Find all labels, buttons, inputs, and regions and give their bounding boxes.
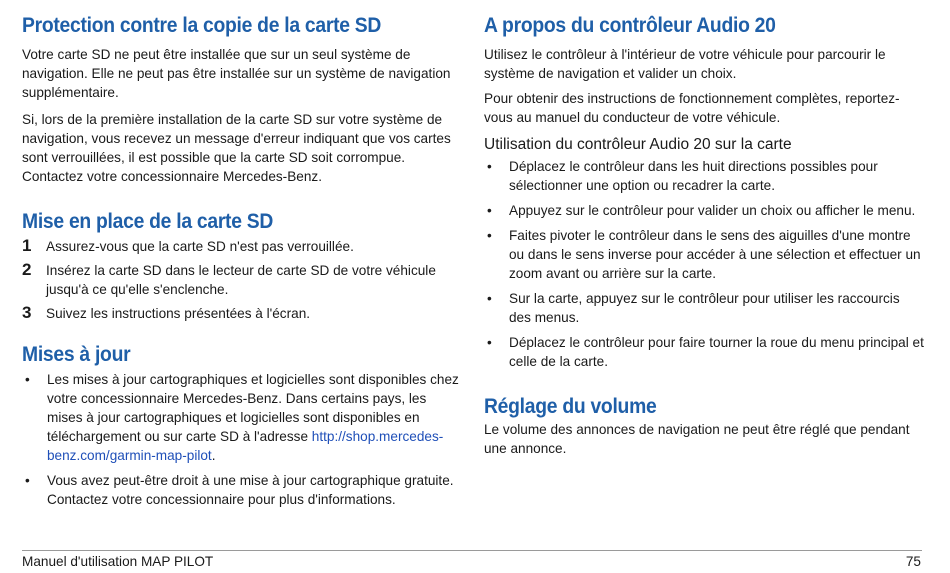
free-update-text: Vous avez peut-être droit à une mise à jour cartographique gratuite. Contactez votre concessionnaire pour plus d'informations. — [47, 473, 454, 507]
footer-divider — [22, 550, 922, 551]
list-item-text: Déplacez le contrôleur pour faire tourner la roue du menu principal et celle de la carte. — [509, 335, 924, 369]
list-item-text: Sur la carte, appuyez sur le contrôleur pour utiliser les raccourcis des menus. — [509, 291, 900, 325]
step-number: 1 — [22, 236, 32, 255]
paragraph-volume-info: Le volume des annonces de navigation ne peut être réglé que pendant une annonce. — [484, 422, 910, 456]
step-item — [22, 261, 460, 299]
sentence-end: . — [211, 448, 216, 463]
paragraph-sd-single-system: Votre carte SD ne peut être installée que sur un seul système de navigation. Elle ne peut pas être installée sur un système de navigation supplémentaire. — [22, 47, 451, 100]
bullet-marker: • — [25, 473, 30, 488]
footer-manual-title: Manuel d'utilisation MAP PILOT — [22, 554, 214, 569]
step-item — [22, 304, 460, 323]
list-item-text: Faites pivoter le contrôleur dans le sens des aiguilles d'une montre ou dans le sens inverse pour accéder à une sélection et effectuer un zoom avant ou arrière sur la carte. — [509, 228, 921, 281]
bullet-marker: • — [25, 372, 30, 387]
heading-volume-setting: Réglage du volume — [484, 395, 657, 418]
bullet-marker: • — [487, 335, 492, 350]
list-item — [484, 157, 924, 195]
list-item-text: Déplacez le contrôleur dans les huit directions possibles pour sélectionner une option ou recadrer la carte. — [509, 159, 878, 193]
heading-insert-sd-card: Mise en place de la carte SD — [22, 210, 274, 233]
right-column — [484, 12, 924, 458]
left-column — [22, 12, 460, 515]
bullet-marker: • — [487, 203, 492, 218]
heading-sd-copy-protection: Protection contre la copie de la carte SD — [22, 14, 382, 37]
paragraph-driver-manual: Pour obtenir des instructions de fonctionnement complètes, reportez-vous au manuel du conducteur de votre véhicule. — [484, 91, 900, 125]
heading-audio20-controller: A propos du contrôleur Audio 20 — [484, 14, 776, 37]
bullet-marker: • — [487, 228, 492, 243]
subheading-controller-on-map: Utilisation du contrôleur Audio 20 sur la carte — [484, 136, 792, 153]
list-item — [22, 370, 460, 465]
list-item — [484, 333, 924, 371]
heading-updates: Mises à jour — [22, 343, 131, 366]
step-number: 2 — [22, 260, 32, 279]
steps-list — [22, 237, 460, 323]
bullet-marker: • — [487, 291, 492, 306]
list-item — [484, 201, 924, 220]
list-item-text: Appuyez sur le contrôleur pour valider un choix ou afficher le menu. — [509, 203, 916, 218]
paragraph-controller-usage: Utilisez le contrôleur à l'intérieur de votre véhicule pour parcourir le système de navigation et valider un choix. — [484, 47, 886, 81]
update-availability-text: Les mises à jour cartographiques et logicielles sont disponibles chez votre concessionnaire Mercedes-Benz. Dans certains pays, les mises à jour cartographiques et logicielles sont disponibles en téléchargement ou sur carte SD à l'adresse — [47, 372, 459, 444]
controller-actions-list — [484, 157, 924, 371]
list-item — [484, 226, 924, 283]
paragraph-sd-error-message: Si, lors de la première installation de la carte SD sur votre système de navigation, vous recevez un message d'erreur indiquant que vos cartes sont verrouillées, il est possible que la carte SD soit corrompue. Contactez votre concessionnaire Mercedes-Benz. — [22, 112, 451, 184]
step-text: Insérez la carte SD dans le lecteur de carte SD de votre véhicule jusqu'à ce qu'elle s'enclenche. — [46, 263, 436, 297]
shop-url-link[interactable]: http://shop.mercedes-benz.com/garmin-map-pilot — [47, 429, 444, 463]
updates-list — [22, 370, 460, 509]
page-number: 75 — [905, 554, 921, 569]
step-item — [22, 237, 460, 256]
step-text: Assurez-vous que la carte SD n'est pas verrouillée. — [46, 239, 354, 254]
step-number: 3 — [22, 303, 32, 322]
list-item — [484, 289, 924, 327]
step-text: Suivez les instructions présentées à l'écran. — [46, 306, 311, 321]
list-item — [22, 471, 460, 509]
bullet-marker: • — [487, 159, 492, 174]
